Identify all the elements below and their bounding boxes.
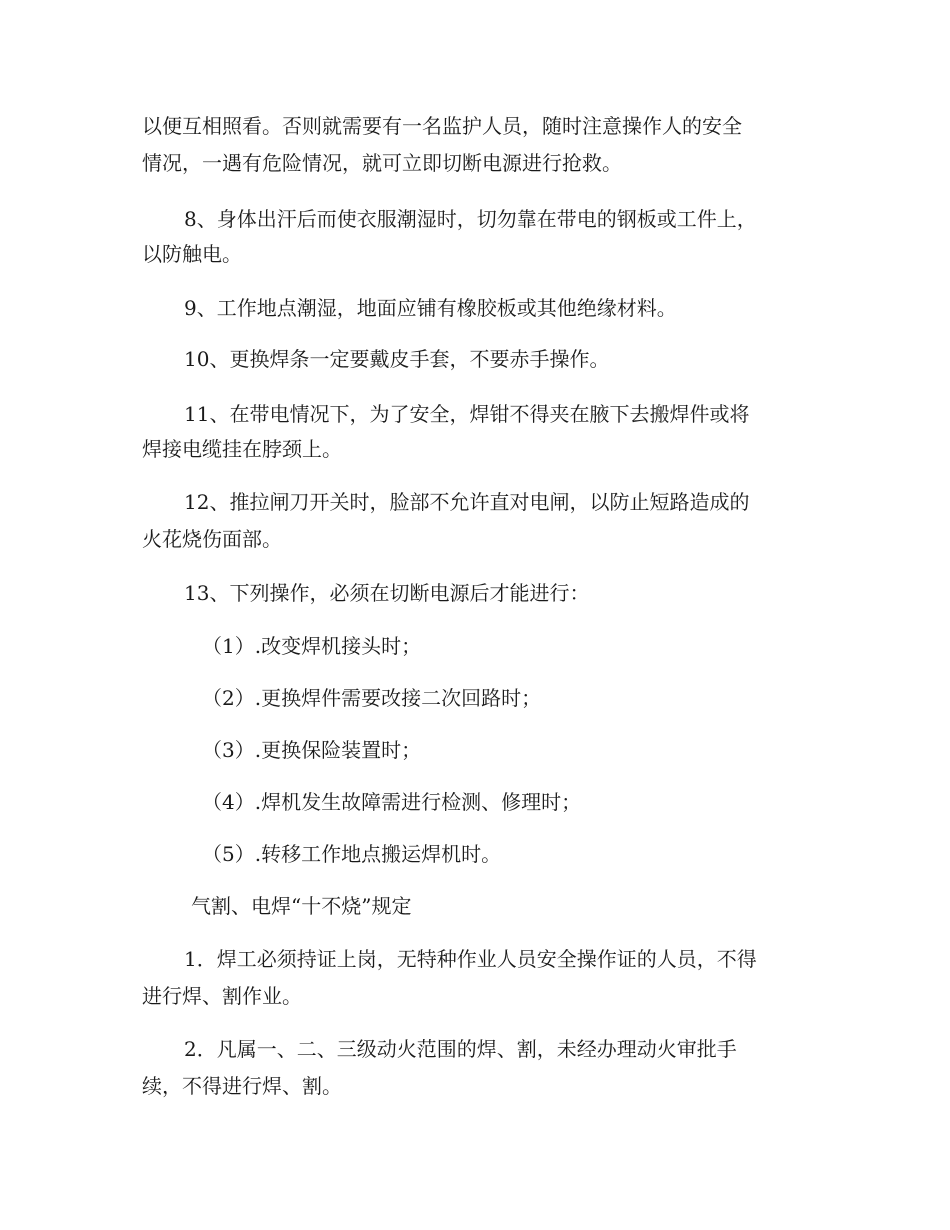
item-11-line-2: 焊接电缆挂在脖颈上。 [142,437,342,461]
section-heading: 气割、电焊“十不烧”规定 [191,894,412,918]
item-9: 9、工作地点潮湿，地面应铺有橡胶板或其他绝缘材料。 [184,296,677,320]
item-12-line-1: 12、推拉闸刀开关时，脸部不允许直对电闸，以防止短路造成的 [184,490,750,514]
paragraph-7-line-2: 以便互相照看。否则就需要有一名监护人员，随时注意操作人的安全 [142,114,742,138]
rule-1-line-2: 进行焊、割作业。 [142,984,302,1008]
rule-2-line-2: 续，不得进行焊、割。 [142,1074,342,1098]
item-11-line-1: 11、在带电情况下，为了安全，焊钳不得夹在腋下去搬焊件或将 [184,402,750,426]
item-13: 13、下列操作，必须在切断电源后才能进行： [184,581,590,605]
item-10: 10、更换焊条一定要戴皮手套，不要赤手操作。 [184,347,610,371]
sub-item-3: （3）.更换保险装置时； [202,738,422,762]
sub-item-4: （4）.焊机发生故障需进行检测、修理时； [202,790,582,814]
sub-item-1: （1）.改变焊机接头时； [202,634,422,658]
rule-1-line-1: 1．焊工必须持证上岗，无特种作业人员安全操作证的人员，不得 [184,947,757,971]
sub-item-5: （5）.转移工作地点搬运焊机时。 [202,842,502,866]
item-12-line-2: 火花烧伤面部。 [142,527,282,551]
item-8-line-2: 以防触电。 [142,242,242,266]
paragraph-7-line-3: 情况，一遇有危险情况，就可立即切断电源进行抢救。 [142,151,622,175]
rule-2-line-1: 2．凡属一、二、三级动火范围的焊、割，未经办理动火审批手 [184,1037,737,1061]
item-8-line-1: 8、身体出汗后而使衣服潮湿时，切勿靠在带电的钢板或工件上， [184,207,757,231]
sub-item-2: （2）.更换焊件需要改接二次回路时； [202,686,542,710]
